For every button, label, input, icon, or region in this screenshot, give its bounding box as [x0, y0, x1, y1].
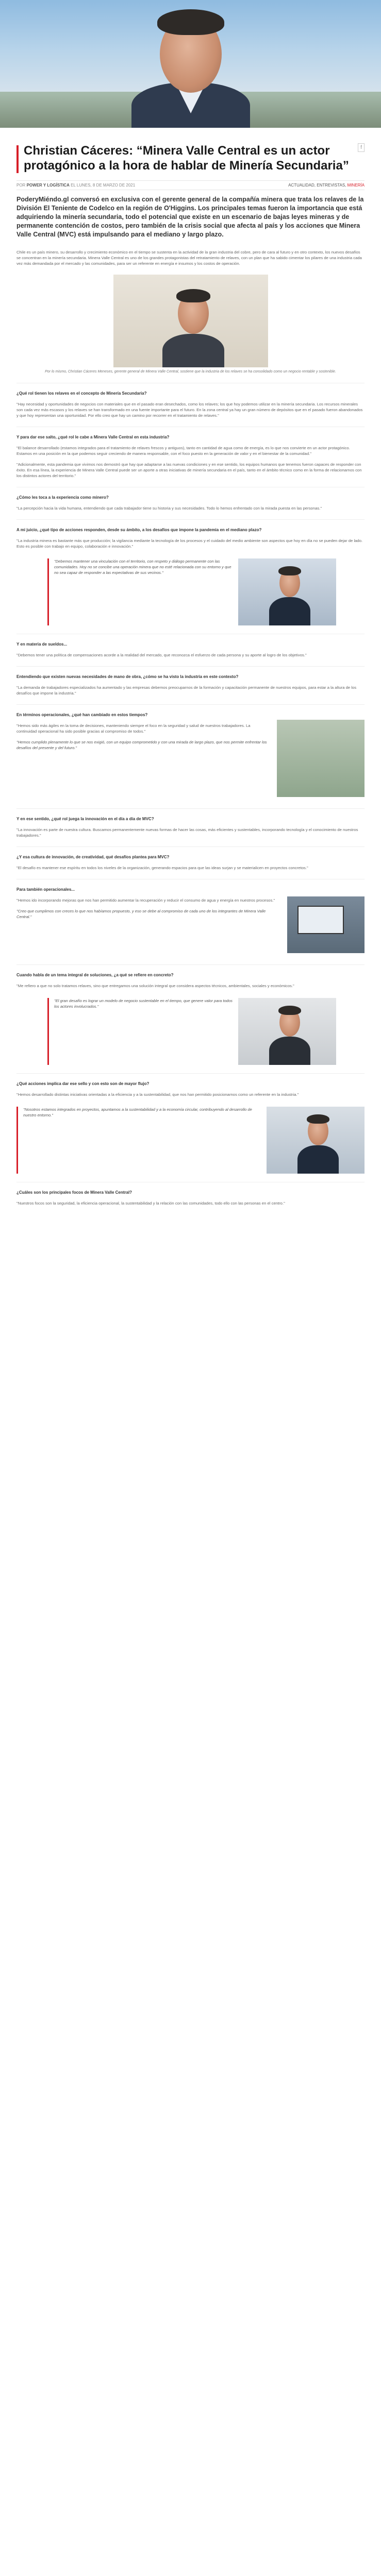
answer: "Hemos ido incorporando mejoras que nos han permitido aumentar la recuperación y reducir el consumo de agua y energía en nuestros procesos.": [16, 898, 275, 903]
answer: "La percepción hacia la vida humana, entendiendo que cada trabajador tiene su historia y sus necesidades. Todo lo hemos enfrentado con la mirada puesta en las personas.": [16, 506, 322, 511]
publish-date: EL LUNES, 8 DE MARZO DE 2021: [71, 183, 136, 188]
article-body: [16, 249, 365, 1206]
facebook-share-icon[interactable]: f: [358, 143, 365, 152]
inline-quote: "Creo que cumplimos con creces lo que nos habíamos propuesto, y eso se debe al compromiso de cada uno de los integrantes de Minera Valle Central.": [16, 909, 266, 919]
question: A mi juicio, ¿qué tipo de acciones responden, desde su ámbito, a los desafíos que impone la pandemia en el mediano plazo?: [16, 528, 262, 532]
answer: "Hay necesidad y oportunidades de negocios con materiales que en el pasado eran desechados, como los relaves; los que hoy podemos utilizar en la minería secundaria. Los recursos minerales son cada vez más escasos y los relaves se han transformado en una fuente importante para el futuro. En la zona central ya hay un gran número de depósitos que en el pasado fueron abandonados y que hoy representan una oportunidad. Por ello creo que hay un camino por recorrer en el tratamiento de relaves.": [16, 402, 363, 418]
answer: "La industria minera es bastante más que producción; la vigilancia mediante la tecnología de los procesos y el cuidado del medio ambiente son aspectos que hoy en día no se pueden dejar de lado. Esto es posible con trabajo en equipo, colaboración e innovación.": [16, 538, 363, 549]
answer: "Adicionalmente, esta pandemia que vivimos nos demostró que hay que adaptarse a las nuevas condiciones y en ese sentido, los equipos humanos que tenemos fueron capaces de responder con éxito. En esa línea, la experiencia de Minera Valle Central puede ser un aporte a otras iniciativas de minería secundaria en el país, tanto en el ámbito técnico como en la forma de relacionarnos con los distintos actores del territorio.": [16, 462, 362, 478]
portrait-figure: [121, 5, 260, 128]
interview-photo: [238, 998, 336, 1065]
pull-quote: [47, 558, 336, 625]
photo-caption: Por lo mismo, Christian Cáceres Meneses, gerente general de Minera Valle Central, sostiene que la industria de los relaves se ha consolidado como un negocio rentable y sostenible.: [45, 370, 336, 374]
answer: "Debemos tener una política de compensaciones acorde a la realidad del mercado, que reconozca el esfuerzo de cada persona y su aporte al logro de los objetivos.": [16, 653, 307, 657]
title-block: [16, 143, 365, 173]
hair-shape: [278, 566, 301, 575]
pull-quote: [16, 1107, 365, 1174]
paragraph: Chile es un país minero, su desarrollo y crecimiento económico en el tiempo se sustenta en la actividad de la gran industria del cobre, pero de cara al futuro y en otro contexto, los nuevos desafíos se concentran en la minería secundaria. Minera Valle Central es uno de los grandes protagonistas del retratamiento de relaves, con un plan que ha sabido cimentar los pilares de una industria cada vez más demandada por el mercado y las comunidades, para ser un referente en energía e insumos y los costos de operación.: [16, 250, 362, 266]
question: ¿Cuáles son los principales focos de Minera Valle Central?: [16, 1190, 132, 1195]
presentation-photo: [287, 896, 365, 953]
suit-shape: [269, 597, 310, 625]
question: ¿Qué rol tienen los relaves en el concepto de Minería Secundaria?: [16, 391, 147, 396]
pull-quote-text: "Debemos mantener una vinculación con el territorio, con respeto y diálogo permanente con las comunidades. Hoy no se concibe una operación minera que no esté relacionada con su entorno y que no sea capaz de responder a las expectativas de sus vecinos.": [47, 558, 238, 625]
hair-shape: [157, 9, 224, 35]
question: Cuando habla de un tema integral de soluciones, ¿a qué se refiere en concreto?: [16, 973, 174, 977]
hero-image: [0, 0, 381, 128]
article-title: Christian Cáceres: “Minera Valle Central es un actor protagónico a la hora de hablar de Minería Secundaria”: [24, 144, 349, 173]
question: En términos operacionales, ¿qué han cambiado en estos tiempos?: [16, 713, 148, 717]
answer: "La demanda de trabajadores especializados ha aumentado y las empresas debemos preocuparnos de la formación y capacitación permanente de nuestros equipos, para estar a la altura de los desafíos que impone la industria.": [16, 685, 357, 696]
plant-photo: [277, 720, 365, 797]
question: Y en materia de sueldos...: [16, 642, 68, 647]
inline-quote: "Hemos cumplido plenamente lo que se nos exigió, con un equipo comprometido y con una mirada de largo plazo, que nos permite enfrentar los desafíos del presente y del futuro.": [16, 740, 267, 750]
hair-shape: [278, 1006, 301, 1015]
pull-quote-text: "El gran desafío es lograr un modelo de negocio sustentable en el tiempo, que genere valor para todos los actores involucrados.": [47, 998, 238, 1065]
article-page: [0, 0, 381, 1206]
answer: "Me refiero a que no solo tratamos relaves, sino que entregamos una solución integral que considera aspectos técnicos, ambientales, sociales y económicos.": [16, 984, 294, 988]
divider: [16, 846, 365, 847]
answer: "Hemos desarrollado distintas iniciativas orientadas a la eficiencia y a la sustentabilidad, que nos han permitido posicionarnos como un referente en la industria.": [16, 1092, 299, 1097]
divider: [16, 808, 365, 809]
answer: "El desafío es mantener ese espíritu en todos los niveles de la organización, generando espacios para que las ideas surjan y se materialicen en proyectos concretos.": [16, 866, 308, 870]
divider: [16, 519, 365, 520]
answer: "Nuestros focos son la seguridad, la eficiencia operacional, la sustentabilidad y la relación con las comunidades, todo ello con las personas en el centro.": [16, 1201, 285, 1206]
byline: [16, 183, 135, 188]
answer: "El balance desarrollado (estamos integrados para el tratamiento de relaves frescos y antiguos), tanto en cantidad de agua como de energía, es lo que nos convierte en un actor protagónico. Estamos en una posición en la que podemos seguir creciendo de manera responsable, con el foco puesto en la generación de valor y en el bienestar de la comunidad.": [16, 446, 350, 456]
question: ¿Cómo les toca a la experiencia como minero?: [16, 495, 109, 500]
question: Para también operacionales...: [16, 887, 75, 892]
pull-quote-text: "Nosotros estamos integrados en proyectos, apuntamos a la sustentabilidad y a la economía circular, contribuyendo al desarrollo de nuestro entorno.": [16, 1107, 267, 1174]
suit-shape: [269, 1037, 310, 1065]
question: Y para dar ese salto, ¿qué rol le cabe a Minera Valle Central en esta industria?: [16, 435, 170, 439]
divider: [16, 964, 365, 965]
interview-photo: [238, 558, 336, 625]
hair-shape: [176, 289, 210, 302]
suit-shape: [297, 1145, 339, 1174]
category-links[interactable]: ACTUALIDAD, ENTREVISTAS,: [288, 183, 346, 188]
author-link[interactable]: POWER Y LOGÍSTICA: [26, 183, 70, 188]
category-mineria[interactable]: MINERÍA: [347, 183, 365, 188]
categories: [288, 183, 365, 188]
answer: "La innovación es parte de nuestra cultura. Buscamos permanentemente nuevas formas de hacer las cosas, más eficientes y sustentables, incorporando tecnología y el conocimiento de nuestros trabajadores.": [16, 827, 358, 838]
article-meta: [16, 180, 365, 190]
question: Y en ese sentido, ¿qué rol juega la innovación en el día a día de MVC?: [16, 817, 154, 821]
suit-shape: [162, 334, 224, 367]
projection-screen: [297, 906, 344, 934]
title-accent-bar: [16, 145, 19, 173]
portrait-figure: [297, 1112, 339, 1174]
pull-quote: [47, 998, 336, 1065]
hair-shape: [307, 1114, 329, 1124]
divider: [16, 704, 365, 705]
office-photo: [113, 275, 268, 367]
portrait-figure: [269, 564, 310, 625]
portrait-figure: [160, 285, 227, 367]
question: Entendiendo que existen nuevas necesidades de mano de obra, ¿cómo se ha visto la industria en este contexto?: [16, 674, 239, 679]
answer: "Hemos sido más ágiles en la toma de decisiones, manteniendo siempre el foco en la seguridad y salud de nuestros trabajadores. La continuidad operacional ha sido posible gracias al compromiso de todos.": [16, 723, 251, 734]
question: ¿Qué acciones implica dar ese sello y con esto son de mayor flujo?: [16, 1081, 150, 1086]
divider: [16, 666, 365, 667]
portrait-figure: [269, 1003, 310, 1065]
author-prefix: POR: [16, 183, 26, 188]
article-lead: PoderyMiéndo.gl conversó en exclusiva con el gerente general de la compañía minera que trata los relaves de la División El Teniente de Codelco en la región de O'Higgins. Los principales temas fueron la importancia que está adquiriendo la minería secundaria, todo el potencial que existe en un escenario de bajas leyes mineras y de permanente contención de costos, pero también de la crisis social que afecta al país y los acciones que Minera Valle Central (MVC) está impulsando para el mediano y largo plazo.: [16, 196, 364, 238]
divider: [16, 1073, 365, 1074]
question: ¿Y esa cultura de innovación, de creatividad, qué desafíos plantea para MVC?: [16, 855, 170, 859]
interview-photo: [267, 1107, 365, 1174]
